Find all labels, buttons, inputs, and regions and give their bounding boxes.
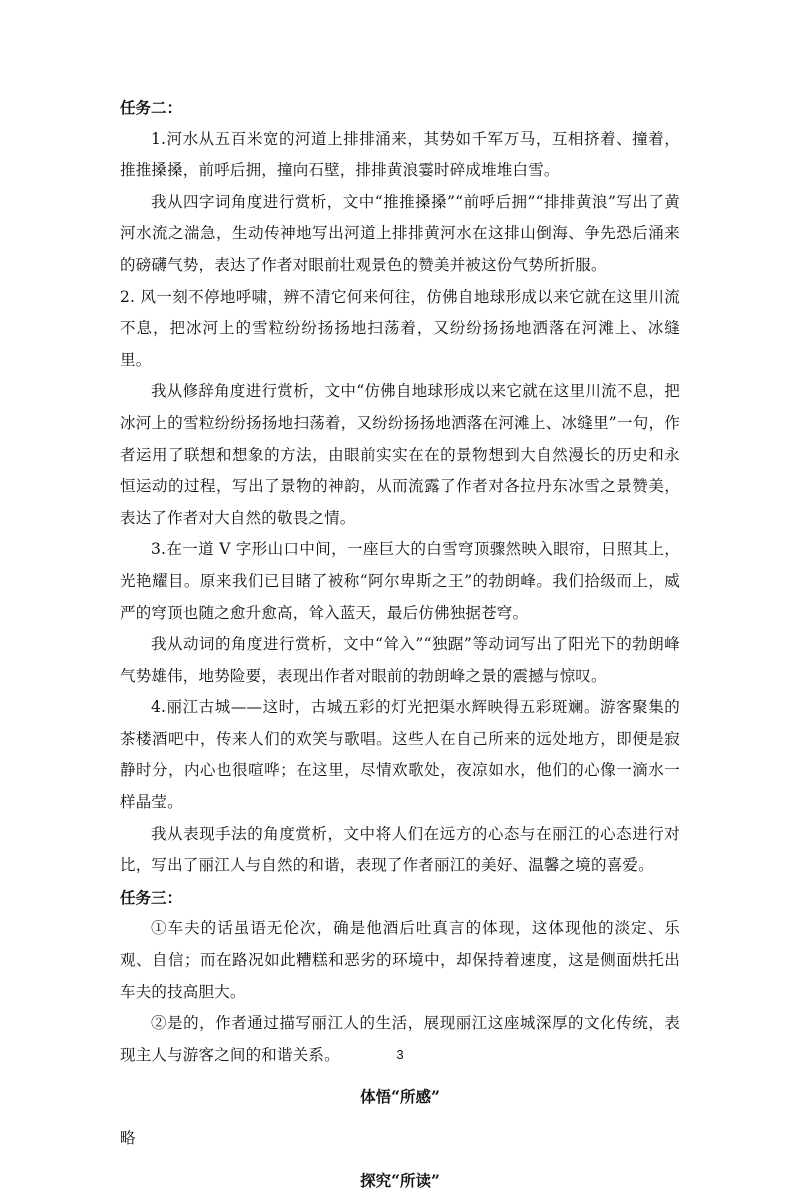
task2-paragraph-7: 4.丽江古城——这时，古城五彩的灯光把渠水辉映得五彩斑斓。游客聚集的茶楼酒吧中，传来人们的欢笑与歌唱。这些人在自己所来的远处地方，即便是寂静时分，内心也很喧哗；在这里，尽情欢歌处，夜凉如水，他们的心像一滴水一样晶莹。 [120,698,680,812]
task2-paragraph-1: 1.河水从五百米宽的河道上排排涌来，其势如千军万马，互相挤着、撞着，推推搡搡，前呼后拥，撞向石壁，排排黄浪霎时碎成堆堆白雪。 [120,129,680,180]
task3-paragraph-1: ①车夫的话虽语无伦次，确是他酒后吐真言的体现，这体现他的淡定、乐观、自信；而在路况如此糟糕和恶劣的环境中，却保持着速度，这是侧面烘托出车夫的技高胆大。 [120,919,680,1001]
task3-paragraph-2: ②是的，作者通过描写丽江人的生活，展现丽江这座城深厚的文化传统，表现主人与游客之间的和谐关系。 [120,1014,680,1064]
page-number: 3 [396,1047,404,1062]
task2-paragraph-4: 我从修辞角度进行赏析，文中“仿佛自地球形成以来它就在这里川流不息，把冰河上的雪粒纷纷扬扬地扫荡着，又纷纷扬扬地洒落在河滩上、冰缝里”一句，作者运用了联想和想象的方法，由眼前实实在在的景物想到大自然漫长的历史和永恒运动的过程，写出了景物的神韵，从而流露了作者对各拉丹东冰雪之景赞美，表达了作者对大自然的敬畏之情。 [120,382,680,527]
task2-paragraph-6: 我从动词的角度进行赏析，文中“耸入”“独踞”等动词写出了阳光下的勃朗峰气势雄伟，地势险要，表现出作者对眼前的勃朗峰之景的震撼与惊叹。 [120,635,680,685]
spacer [120,1113,680,1123]
task3-heading: 任务三： [120,887,183,907]
section-feel-body: 略 [120,1129,136,1147]
task2-paragraph-3: 2. 风一刻不停地呼啸，辨不清它何来何往，仿佛自地球形成以来它就在这里川流不息，把冰河上的雪粒纷纷扬扬地扫荡着，又纷纷扬扬地洒落在河滩上、冰缝里。 [120,287,680,369]
section-explore-heading: 探究“所读” [360,1170,440,1190]
task2-paragraph-2: 我从四字词角度进行赏析，文中“推推搡搡”“前呼后拥”“排排黄浪”写出了黄河水流之湍急，生动传神地写出河道上排排黄河水在这排山倒海、争先恐后涌来的磅礴气势，表达了作者对眼前壮观景色的赞美并被这份气势所折服。 [120,192,680,274]
task2-heading: 任务二： [120,98,183,117]
document-content [120,92,680,1196]
spacer [120,1071,680,1081]
task2-paragraph-5: 3.在一道 V 字形山口中间，一座巨大的白雪穹顶骤然映入眼帘，日照其上，光艳耀目。原来我们已目睹了被称“阿尔卑斯之王”的勃朗峰。我们拾级而上，威严的穹顶也随之愈升愈高，耸入蓝天，最后仿佛独据苍穹。 [120,540,680,622]
task2-paragraph-8: 我从表现手法的角度赏析，文中将人们在远方的心态与在丽江的心态进行对比，写出了丽江人与自然的和谐，表现了作者丽江的美好、温馨之境的喜爱。 [120,824,680,875]
spacer [120,1155,680,1165]
section-feel-heading: 体悟“所感” [360,1087,440,1107]
